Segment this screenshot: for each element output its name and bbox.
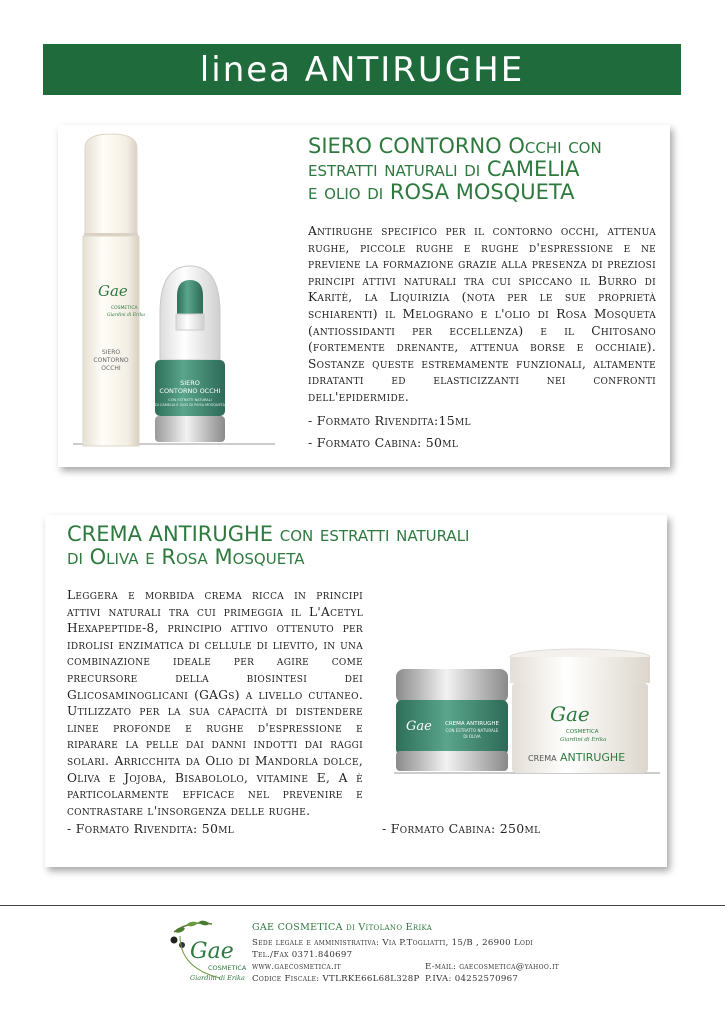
footer-logo: [160, 918, 246, 990]
small-bottle-label-2: CONTORNO OCCHI: [159, 387, 221, 395]
small-bottle-sub-1: CON ESTRATTI NATURALI: [168, 398, 212, 402]
tall-bottle-brand: Gae: [98, 282, 128, 300]
footer-company: GAE COSMETICA di Vitolano Erika: [252, 922, 433, 933]
product-title-siero: [308, 135, 663, 204]
product-title-line: di Oliva e Rosa Mosqueta: [67, 545, 305, 569]
header-banner: [43, 44, 681, 95]
product-description-siero: Antirughe specifico per il contorno occhi, attenua rughe, piccole rughe e rughe d'espressione e ne previene la formazione grazie alla presenza di preziosi principi attivi naturali tra cui spiccano il Burro di Karitè, la Liquirizia (nota per le sue proprietà schiarenti) il Melograno e l'olio di Rosa Mosqueta (antiossidanti per eccellenza) e il Chitosano (fortemente drenante, attenua borse e occhiaie). Sostanze queste estremamente funzionali, altamente idratanti ed elasticizzanti nei confronti dell'epidermide.: [308, 224, 656, 404]
page-title: linea ANTIRUGHE: [199, 49, 525, 90]
large-jar-brand-sub: COSMETICA: [566, 729, 599, 735]
format-cabin-siero: - Formato Cabina: 50ml: [308, 435, 459, 450]
footer-fiscal-code: Codice Fiscale: VTLRKE66L68L328P: [252, 974, 420, 984]
footer-phone: Tel./Fax 0371.840697: [252, 950, 353, 960]
small-jar-label-2: CON ESTRATTO NATURALE: [445, 728, 499, 733]
product-title-line: SIERO CONTORNO Occhi con: [308, 134, 602, 158]
product-card-crema: [45, 515, 667, 867]
tall-bottle-label-2: CONTORNO: [93, 357, 129, 364]
footer-vat: P.IVA: 04252570967: [425, 974, 519, 984]
format-cabin-crema: - Formato Cabina: 250ml: [382, 821, 541, 836]
product-title-line: e olio di ROSA MOSQUETA: [308, 180, 575, 204]
footer-divider: [0, 905, 725, 906]
small-jar-label-3: DI OLIVA: [463, 734, 481, 739]
tall-bottle-label-3: OCCHI: [101, 365, 121, 372]
small-jar-brand: Gae: [406, 719, 432, 734]
product-image-crema: [392, 645, 662, 795]
small-bottle-label-1: SIERO: [180, 379, 200, 387]
tall-bottle-brand-sub: COSMETICA: [111, 306, 138, 311]
product-title-line: CREMA ANTIRUGHE con estratti naturali: [67, 522, 470, 546]
tall-bottle-label-1: SIERO: [101, 349, 121, 356]
tall-bottle-tagline: Giardini di Erika: [107, 313, 145, 318]
large-jar-brand: Gae: [550, 702, 590, 726]
product-title-line: estratti naturali di CAMELIA: [308, 157, 580, 181]
footer-email[interactable]: E-mail: gaecosmetica@yahoo.it: [425, 962, 560, 972]
footer-website[interactable]: www.gaecosmetica.it: [252, 962, 341, 972]
product-image-siero: [63, 128, 288, 463]
product-description-crema: Leggera e morbida crema ricca in principi attivi naturali tra cui primeggia il L'Acetyl Hexapeptide-8, principio attivo ottenuto per idrolisi enzimatica di cellule di lievito, in una combinazione ideale per agire come precursore della biosintesi dei Glicosaminoglicani (GAGs) a livello cutaneo. Utilizzato per la sua capacità di distendere linee profonde e rughe d'espressione e riparare la pelle dai danni indotti dai raggi solari. Arricchita da Olio di Mandorla dolce, Oliva e Jojoba, Bisabololo, vitamine E, A è particolarmente efficace nel prevenire e contrastare l'insorgenza delle rughe.: [67, 588, 363, 818]
large-jar-label-b: ANTIRUGHE: [560, 751, 626, 764]
large-jar-tagline: Giardini di Erika: [560, 737, 607, 743]
footer-logo-brand: Gae: [190, 939, 234, 964]
footer-logo-tagline: Giardini di Erika: [190, 974, 245, 982]
footer-address: Sede legale e amministrativa: Via P.Togliatti, 15/B , 26900 Lodi: [252, 938, 533, 948]
product-title-crema: [67, 523, 627, 569]
footer-logo-brand-sub: COSMETICA: [208, 964, 246, 972]
large-jar-label-a: CREMA: [528, 754, 557, 763]
product-card-siero: [58, 125, 670, 467]
small-jar-label-1: CREMA ANTIRUGHE: [445, 721, 499, 727]
format-retail-siero: - Formato Rivendita:15ml: [308, 413, 471, 428]
format-retail-crema: - Formato Rivendita: 50ml: [67, 821, 235, 836]
small-bottle-sub-2: DI CAMELIA E OLIO DI ROSA MOSQUETA: [155, 403, 225, 407]
